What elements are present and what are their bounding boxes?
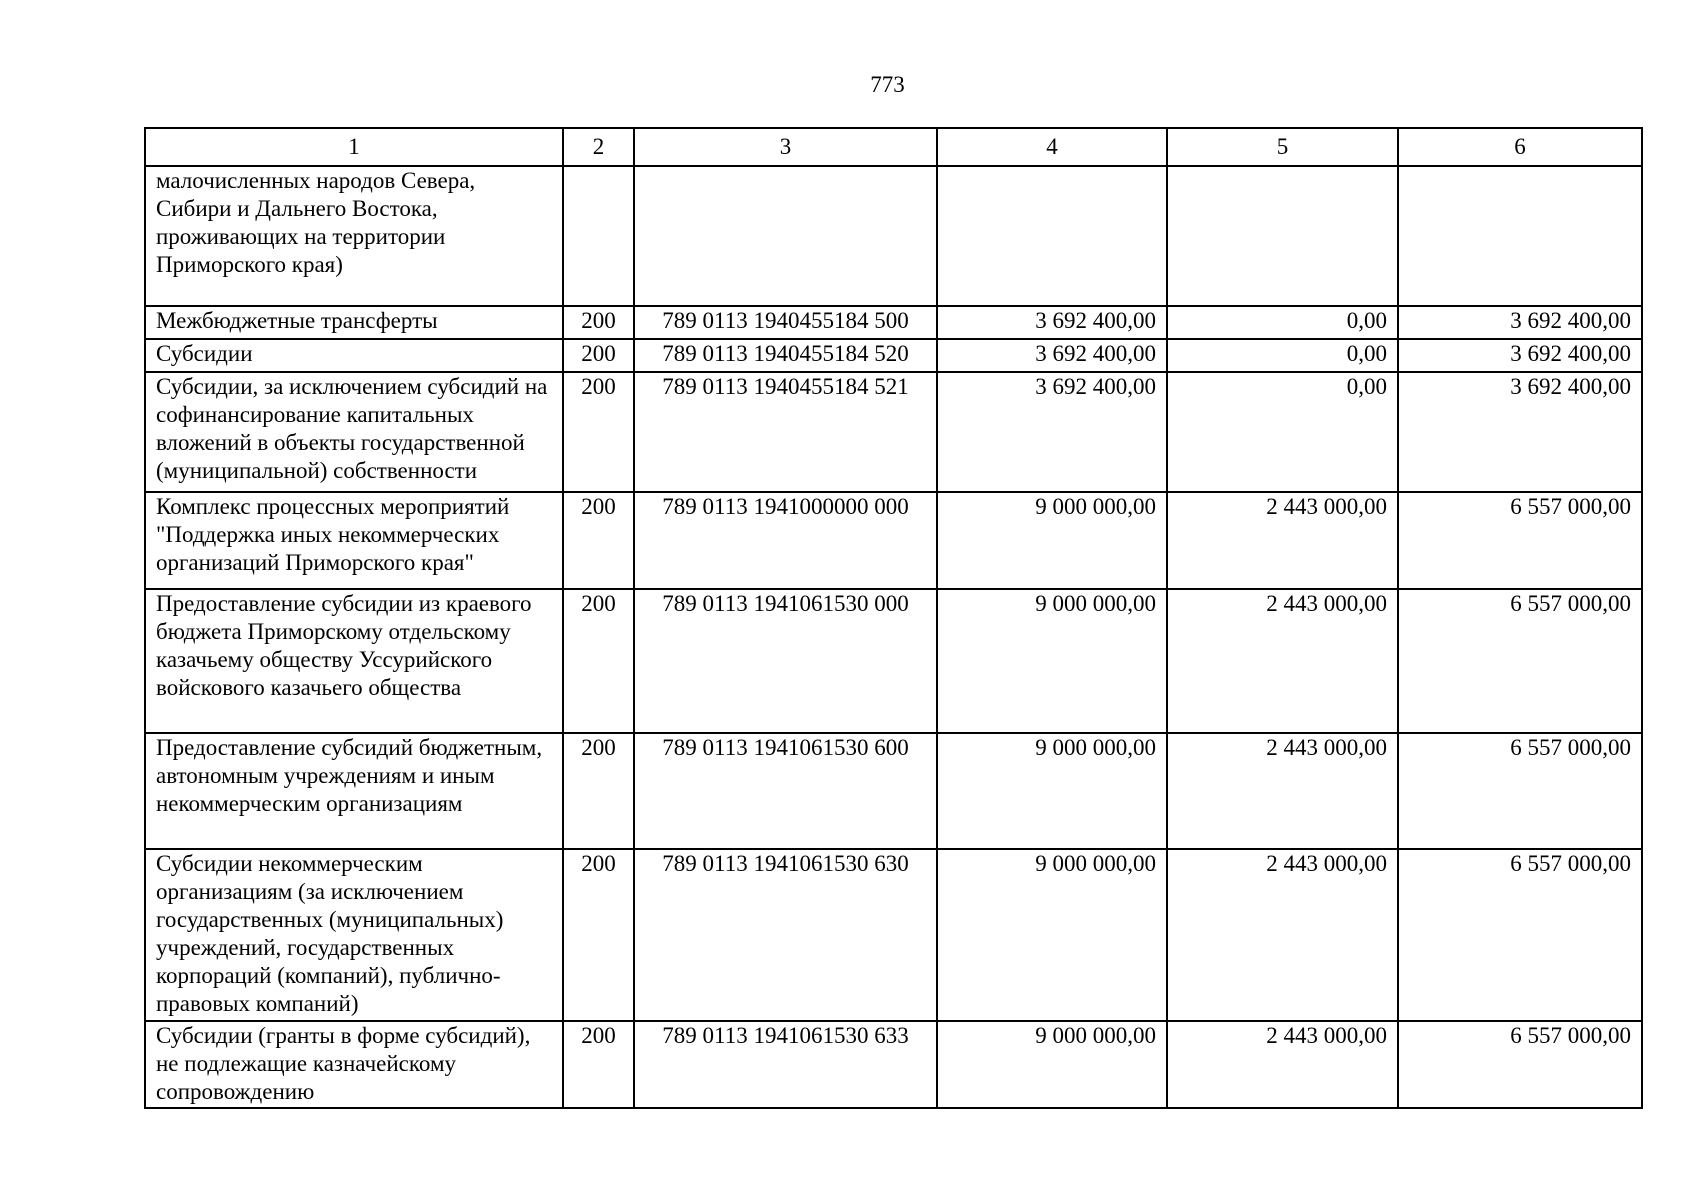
row-code-2-cell: 200 (563, 492, 634, 589)
row-code-2-cell: 200 (563, 306, 634, 339)
row-value-4-cell: 9 000 000,00 (937, 589, 1167, 733)
table-row (145, 306, 1642, 339)
row-code-3-cell: 789 0113 1940455184 521 (634, 372, 937, 492)
row-value-4-cell: 3 692 400,00 (937, 372, 1167, 492)
row-value-5-cell: 2 443 000,00 (1167, 733, 1398, 849)
budget-table (144, 127, 1643, 1109)
page-number: 773 (870, 72, 905, 97)
row-value-6-cell: 6 557 000,00 (1398, 849, 1642, 1021)
row-value-6-cell: 6 557 000,00 (1398, 733, 1642, 849)
row-value-6-cell: 3 692 400,00 (1398, 372, 1642, 492)
row-code-2-cell: 200 (563, 589, 634, 733)
row-code-2-cell (563, 166, 634, 306)
row-value-6-cell: 6 557 000,00 (1398, 589, 1642, 733)
row-name-cell: Комплекс процессных мероприятий "Поддержка иных некоммерческих организаций Приморского края" (145, 492, 563, 589)
table-row (145, 492, 1642, 589)
table-row (145, 339, 1642, 372)
row-value-4-cell (937, 166, 1167, 306)
row-value-5-cell: 2 443 000,00 (1167, 492, 1398, 589)
row-code-2-cell: 200 (563, 849, 634, 1021)
row-code-3-cell: 789 0113 1941000000 000 (634, 492, 937, 589)
row-value-5-cell: 0,00 (1167, 339, 1398, 372)
row-value-6-cell (1398, 166, 1642, 306)
header-row (145, 128, 1642, 166)
table-header (145, 128, 1642, 166)
column-header-3: 3 (634, 128, 937, 166)
row-name-cell: Межбюджетные трансферты (145, 306, 563, 339)
row-value-6-cell: 3 692 400,00 (1398, 306, 1642, 339)
row-name-cell: Субсидии некоммерческим организациям (за исключением государственных (муниципальных) учреждений, государственных корпораций (компаний), публично-правовых компаний) (145, 849, 563, 1021)
row-code-2-cell: 200 (563, 733, 634, 849)
row-name-cell: малочисленных народов Севера, Сибири и Дальнего Востока, проживающих на территории Приморского края) (145, 166, 563, 306)
row-code-3-cell: 789 0113 1941061530 000 (634, 589, 937, 733)
row-value-4-cell: 9 000 000,00 (937, 1021, 1167, 1108)
row-value-4-cell: 3 692 400,00 (937, 306, 1167, 339)
table-row (145, 1021, 1642, 1108)
row-code-2-cell: 200 (563, 372, 634, 492)
row-value-4-cell: 9 000 000,00 (937, 849, 1167, 1021)
row-value-5-cell: 2 443 000,00 (1167, 1021, 1398, 1108)
row-value-4-cell: 9 000 000,00 (937, 733, 1167, 849)
row-name-cell: Предоставление субсидии из краевого бюджета Приморскому отдельскому казачьему обществу Уссурийского войскового казачьего общества (145, 589, 563, 733)
row-value-6-cell: 3 692 400,00 (1398, 339, 1642, 372)
column-header-2: 2 (563, 128, 634, 166)
table-row (145, 849, 1642, 1021)
table-body (145, 166, 1642, 1108)
row-code-3-cell (634, 166, 937, 306)
row-code-3-cell: 789 0113 1941061530 633 (634, 1021, 937, 1108)
row-code-3-cell: 789 0113 1941061530 600 (634, 733, 937, 849)
row-code-2-cell: 200 (563, 1021, 634, 1108)
row-name-cell: Субсидии (145, 339, 563, 372)
row-name-cell: Предоставление субсидий бюджетным, автономным учреждениям и иным некоммерческим организациям (145, 733, 563, 849)
row-value-6-cell: 6 557 000,00 (1398, 492, 1642, 589)
row-value-5-cell: 2 443 000,00 (1167, 589, 1398, 733)
table-row (145, 733, 1642, 849)
row-name-cell: Субсидии (гранты в форме субсидий), не подлежащие казначейскому сопровождению (145, 1021, 563, 1108)
row-value-4-cell: 3 692 400,00 (937, 339, 1167, 372)
column-header-6: 6 (1398, 128, 1642, 166)
table-row (145, 372, 1642, 492)
row-value-5-cell: 0,00 (1167, 372, 1398, 492)
column-header-4: 4 (937, 128, 1167, 166)
row-value-5-cell: 0,00 (1167, 306, 1398, 339)
column-header-5: 5 (1167, 128, 1398, 166)
row-code-3-cell: 789 0113 1940455184 500 (634, 306, 937, 339)
table-row (145, 166, 1642, 306)
row-value-5-cell (1167, 166, 1398, 306)
column-header-1: 1 (145, 128, 563, 166)
table-row (145, 589, 1642, 733)
row-code-3-cell: 789 0113 1940455184 520 (634, 339, 937, 372)
row-value-4-cell: 9 000 000,00 (937, 492, 1167, 589)
row-code-3-cell: 789 0113 1941061530 630 (634, 849, 937, 1021)
row-code-2-cell: 200 (563, 339, 634, 372)
row-name-cell: Субсидии, за исключением субсидий на софинансирование капитальных вложений в объекты государственной (муниципальной) собственности (145, 372, 563, 492)
row-value-6-cell: 6 557 000,00 (1398, 1021, 1642, 1108)
row-value-5-cell: 2 443 000,00 (1167, 849, 1398, 1021)
